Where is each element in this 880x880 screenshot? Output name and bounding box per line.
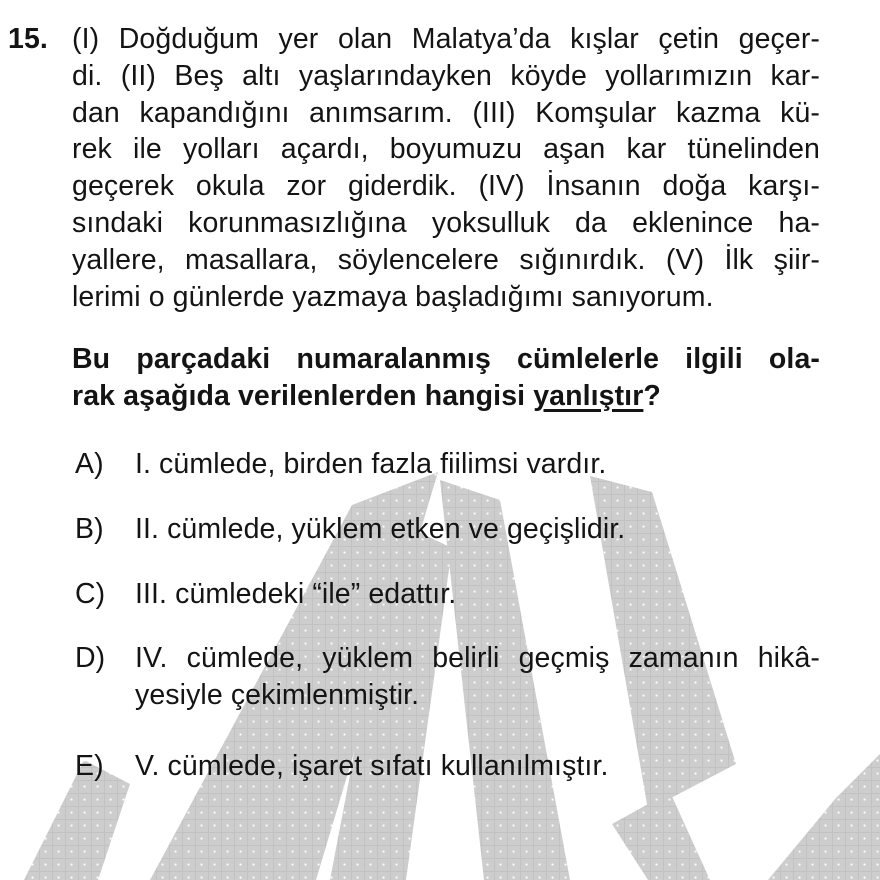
option-text-line: V. cümlede, işaret sıfatı kullanılmıştır. <box>135 749 609 782</box>
passage-line: di. (II) Beş altı yaşlarındayken köyde yollarımızın kar- <box>72 59 820 92</box>
option-text-line: I. cümlede, birden fazla fiilimsi vardır. <box>135 447 607 480</box>
option-text-line: yesiyle çekimlenmiştir. <box>135 679 420 712</box>
question-stem <box>72 341 820 415</box>
option-letter: B) <box>75 512 104 545</box>
stem-text: rak aşağıda verilenlerden hangisi <box>72 380 534 413</box>
option-letter: E) <box>75 749 104 782</box>
option-letter: A) <box>75 447 104 480</box>
passage-line: yallere, masallara, söylencelere sığınırdık. (V) İlk şiir- <box>72 243 820 276</box>
option-c <box>72 576 820 613</box>
option-a <box>72 446 820 483</box>
passage <box>72 21 820 315</box>
passage-line: dan kapandığını anımsarım. (III) Komşular kazma kü- <box>72 96 820 129</box>
option-b <box>72 511 820 548</box>
question-number: 15. <box>8 23 48 55</box>
passage-line: (I) Doğduğum yer olan Malatya’da kışlar çetin geçer- <box>72 23 820 55</box>
passage-line: rek ile yolları açardı, boyumuzu aşan kar tünelinden <box>72 133 820 166</box>
option-d <box>72 640 820 714</box>
option-letter: C) <box>75 577 106 610</box>
stem-line: Bu parçadaki numaralanmış cümlelerle ilgili ola- <box>72 343 820 376</box>
option-e <box>72 748 820 785</box>
option-text-line: III. cümledeki “ile” edattır. <box>135 577 457 610</box>
stem-line <box>72 378 820 415</box>
option-text-line: II. cümlede, yüklem etken ve geçişlidir. <box>135 512 626 545</box>
passage-line: lerimi o günlerde yazmaya başladığımı sanıyorum. <box>72 280 714 313</box>
passage-line: sındaki korunmasızlığına yoksulluk da eklenince ha- <box>72 206 820 239</box>
option-text-line: IV. cümlede, yüklem belirli geçmiş zamanın hikâ- <box>135 642 820 675</box>
option-letter: D) <box>75 642 106 675</box>
stem-underlined-word: yanlıştır <box>533 380 644 413</box>
passage-line: geçerek okula zor giderdik. (IV) İnsanın doğa karşı- <box>72 170 820 203</box>
options-list <box>72 446 820 785</box>
stem-question-mark: ? <box>643 380 661 413</box>
